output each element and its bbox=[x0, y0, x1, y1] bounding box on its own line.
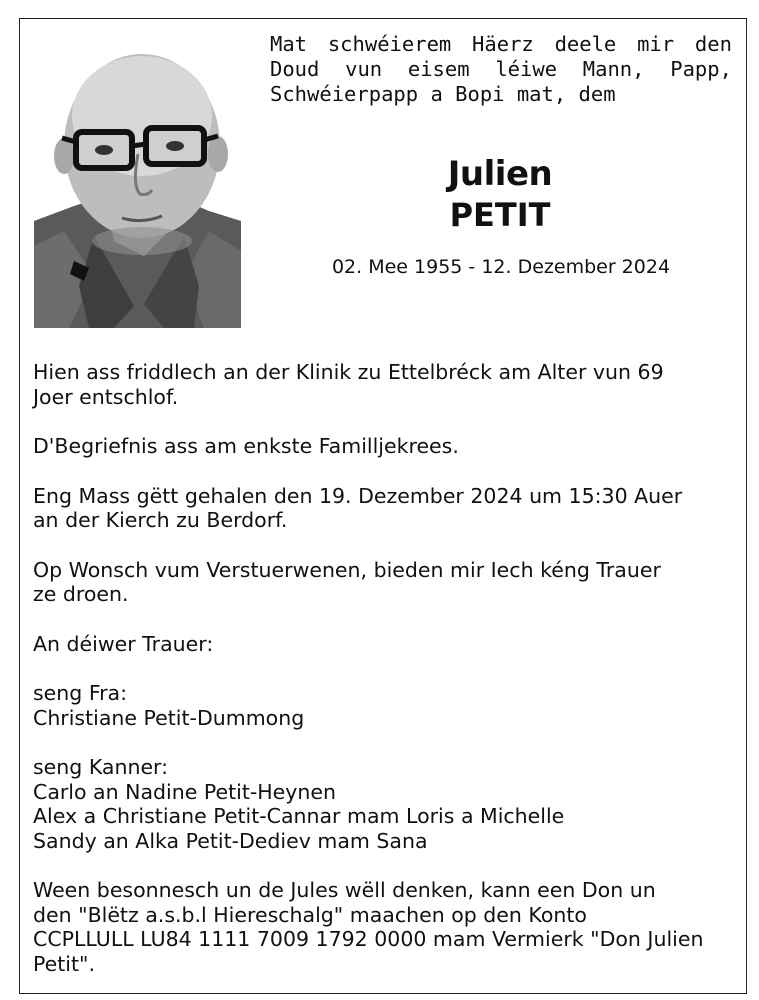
intro-word: Doud bbox=[270, 57, 320, 81]
passing-line-2: Joer entschlof. bbox=[33, 384, 179, 409]
portrait-photo bbox=[34, 46, 241, 328]
obituary-body bbox=[33, 360, 733, 976]
intro-word: Mat bbox=[270, 32, 308, 56]
intro-word: schwéierem bbox=[327, 32, 452, 56]
intro-word: den bbox=[694, 32, 732, 56]
mass-line-1: Eng Mass gëtt gehalen den 19. Dezember 2024 um 15:30 Auer bbox=[33, 483, 683, 508]
mass-line-2: an der Kierch zu Berdorf. bbox=[33, 508, 288, 532]
intro-word: deele bbox=[554, 32, 617, 56]
intro-line-2 bbox=[270, 57, 732, 82]
intro-word: léiwe bbox=[495, 57, 558, 81]
wife-label: seng Fra: bbox=[33, 681, 128, 705]
passing-line-1: Hien ass friddlech an der Klinik zu Ettelbréck am Alter vun 69 bbox=[33, 360, 664, 384]
child-family-3: Sandy an Alka Petit-Dediev mam Sana bbox=[33, 828, 428, 853]
wish-line-2: ze droen. bbox=[33, 582, 129, 606]
intro-text bbox=[270, 32, 732, 107]
donation-line-1: Ween besonnesch un de Jules wëll denken, kann een Don un bbox=[33, 878, 656, 902]
deceased-last-name: PETIT bbox=[449, 196, 551, 234]
wish-line-1: Op Wonsch vum Verstuerwenen, bieden mir Iech kéng Trauer bbox=[33, 557, 661, 582]
deceased-first-name: Julien bbox=[447, 154, 553, 194]
intro-line-3: Schwéierpapp a Bopi mat, dem bbox=[270, 82, 616, 106]
donation-line-3: CCPLLULL LU84 1111 7009 1792 0000 mam Vermierk "Don Julien bbox=[33, 927, 704, 951]
donation-line-4: Petit". bbox=[33, 951, 95, 976]
donation-line-2: den "Blëtz a.s.b.l Hiereschalg" maachen op den Konto bbox=[33, 902, 587, 927]
intro-word: Häerz bbox=[472, 32, 534, 56]
child-family-1: Carlo an Nadine Petit-Heynen bbox=[33, 779, 337, 804]
intro-word: Mann, bbox=[582, 57, 645, 81]
funeral-note: D'Begriefnis ass am enkste Familljekrees. bbox=[33, 434, 459, 458]
intro-word: vun bbox=[345, 57, 383, 81]
children-label: seng Kanner: bbox=[33, 755, 169, 779]
portrait-illustration bbox=[34, 46, 241, 328]
life-dates: 02. Mee 1955 - 12. Dezember 2024 bbox=[331, 256, 671, 278]
child-family-2: Alex a Christiane Petit-Cannar mam Loris a Michelle bbox=[33, 804, 565, 828]
intro-word: mir bbox=[637, 32, 675, 56]
intro-word: Papp, bbox=[670, 57, 732, 81]
mourning-intro: An déiwer Trauer: bbox=[33, 631, 214, 656]
intro-word: eisem bbox=[407, 57, 470, 81]
intro-line-1 bbox=[270, 32, 732, 57]
wife-name: Christiane Petit-Dummong bbox=[33, 705, 305, 730]
